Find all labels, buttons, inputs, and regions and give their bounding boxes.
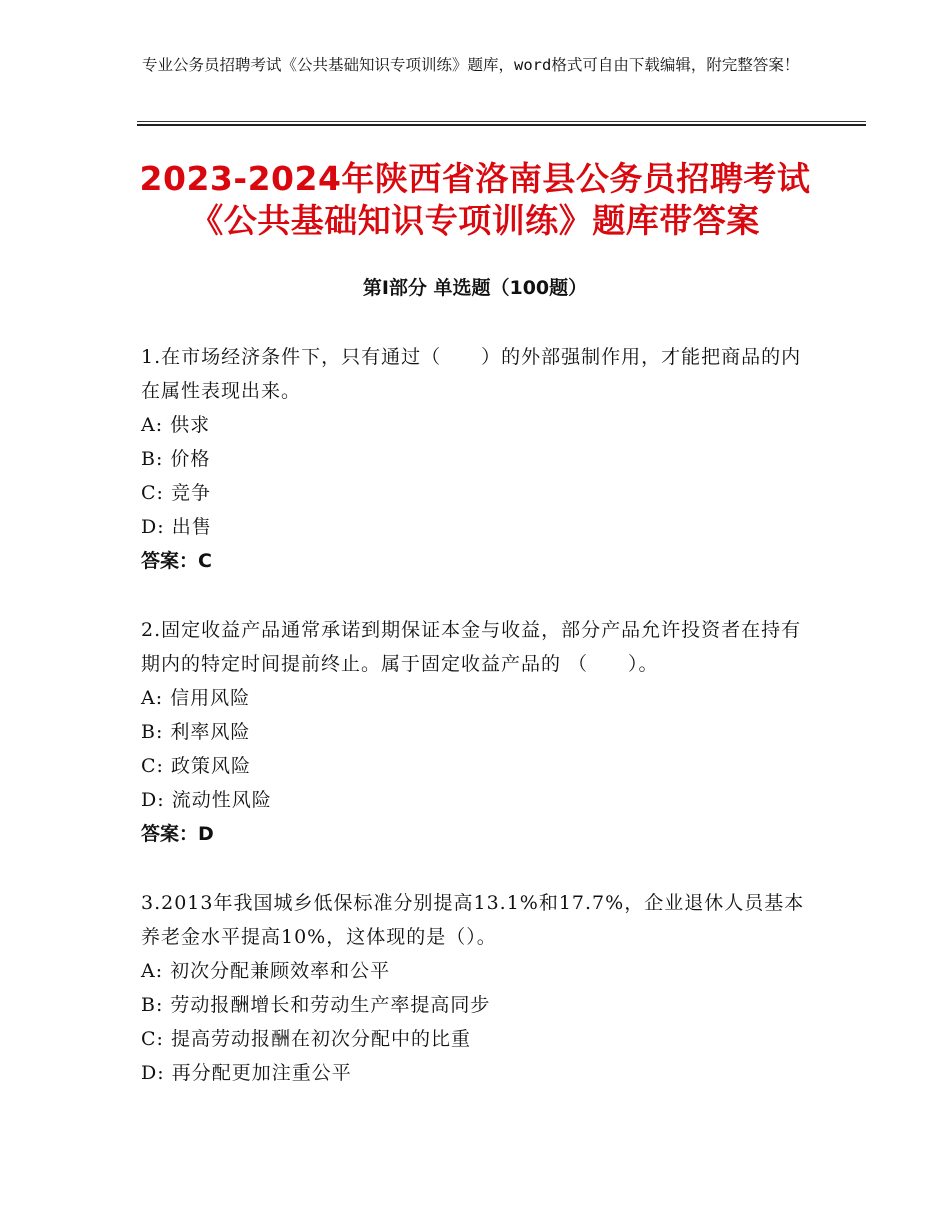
option-key: C: — [141, 1028, 164, 1050]
header-note: 专业公务员招聘考试《公共基础知识专项训练》题库，word格式可自由下载编辑，附完整答案！ — [142, 56, 800, 74]
option-a — [141, 408, 821, 442]
header-divider-thin — [137, 121, 866, 122]
option-text: 竞争 — [171, 482, 212, 504]
document-title-line-1: 2023-2024年陕西省洛南县公务员招聘考试 — [139, 159, 811, 198]
option-key: A: — [141, 960, 164, 982]
question-1 — [141, 340, 821, 578]
option-text: 价格 — [170, 448, 211, 470]
option-text: 初次分配兼顾效率和公平 — [170, 960, 391, 982]
option-c — [141, 476, 821, 510]
option-a — [141, 954, 821, 988]
question-stem: 3.2013年我国城乡低保标准分别提高13.1%和17.7%，企业退休人员基本养老金水平提高10%，这体现的是（）。 — [141, 892, 805, 948]
option-text: 信用风险 — [170, 687, 251, 709]
answer-line: 答案：C — [141, 550, 212, 572]
question-stem: 2.固定收益产品通常承诺到期保证本金与收益，部分产品允许投资者在持有期内的特定时间提前终止。属于固定收益产品的 （ ）。 — [141, 619, 802, 675]
option-text: 政策风险 — [171, 755, 252, 777]
option-b — [141, 442, 821, 476]
option-text: 利率风险 — [170, 721, 251, 743]
option-text: 出售 — [171, 516, 212, 538]
answer-line: 答案：D — [141, 823, 214, 845]
option-key: D: — [141, 1062, 165, 1084]
option-c — [141, 749, 821, 783]
section-title: 第Ⅰ部分 单选题（100题） — [362, 277, 588, 299]
option-key: B: — [141, 721, 164, 743]
option-text: 供求 — [170, 414, 211, 436]
option-text: 劳动报酬增长和劳动生产率提高同步 — [170, 994, 491, 1016]
question-2 — [141, 613, 821, 851]
option-b — [141, 988, 821, 1022]
option-key: C: — [141, 755, 164, 777]
document-title-line-2: 《公共基础知识专项训练》题库带答案 — [190, 201, 760, 240]
question-3 — [141, 886, 821, 1090]
option-key: C: — [141, 482, 164, 504]
option-d — [141, 783, 821, 817]
option-key: D: — [141, 516, 165, 538]
option-key: B: — [141, 994, 164, 1016]
option-a — [141, 681, 821, 715]
option-b — [141, 715, 821, 749]
option-key: D: — [141, 789, 165, 811]
option-d — [141, 1056, 821, 1090]
option-d — [141, 510, 821, 544]
option-key: B: — [141, 448, 164, 470]
header-divider-thick — [137, 124, 866, 126]
option-key: A: — [141, 687, 164, 709]
option-key: A: — [141, 414, 164, 436]
option-text: 流动性风险 — [171, 789, 272, 811]
document-title — [80, 158, 870, 242]
question-stem: 1.在市场经济条件下，只有通过（ ）的外部强制作用，才能把商品的内在属性表现出来。 — [141, 346, 802, 402]
option-text: 提高劳动报酬在初次分配中的比重 — [171, 1028, 472, 1050]
option-text: 再分配更加注重公平 — [171, 1062, 352, 1084]
option-c — [141, 1022, 821, 1056]
